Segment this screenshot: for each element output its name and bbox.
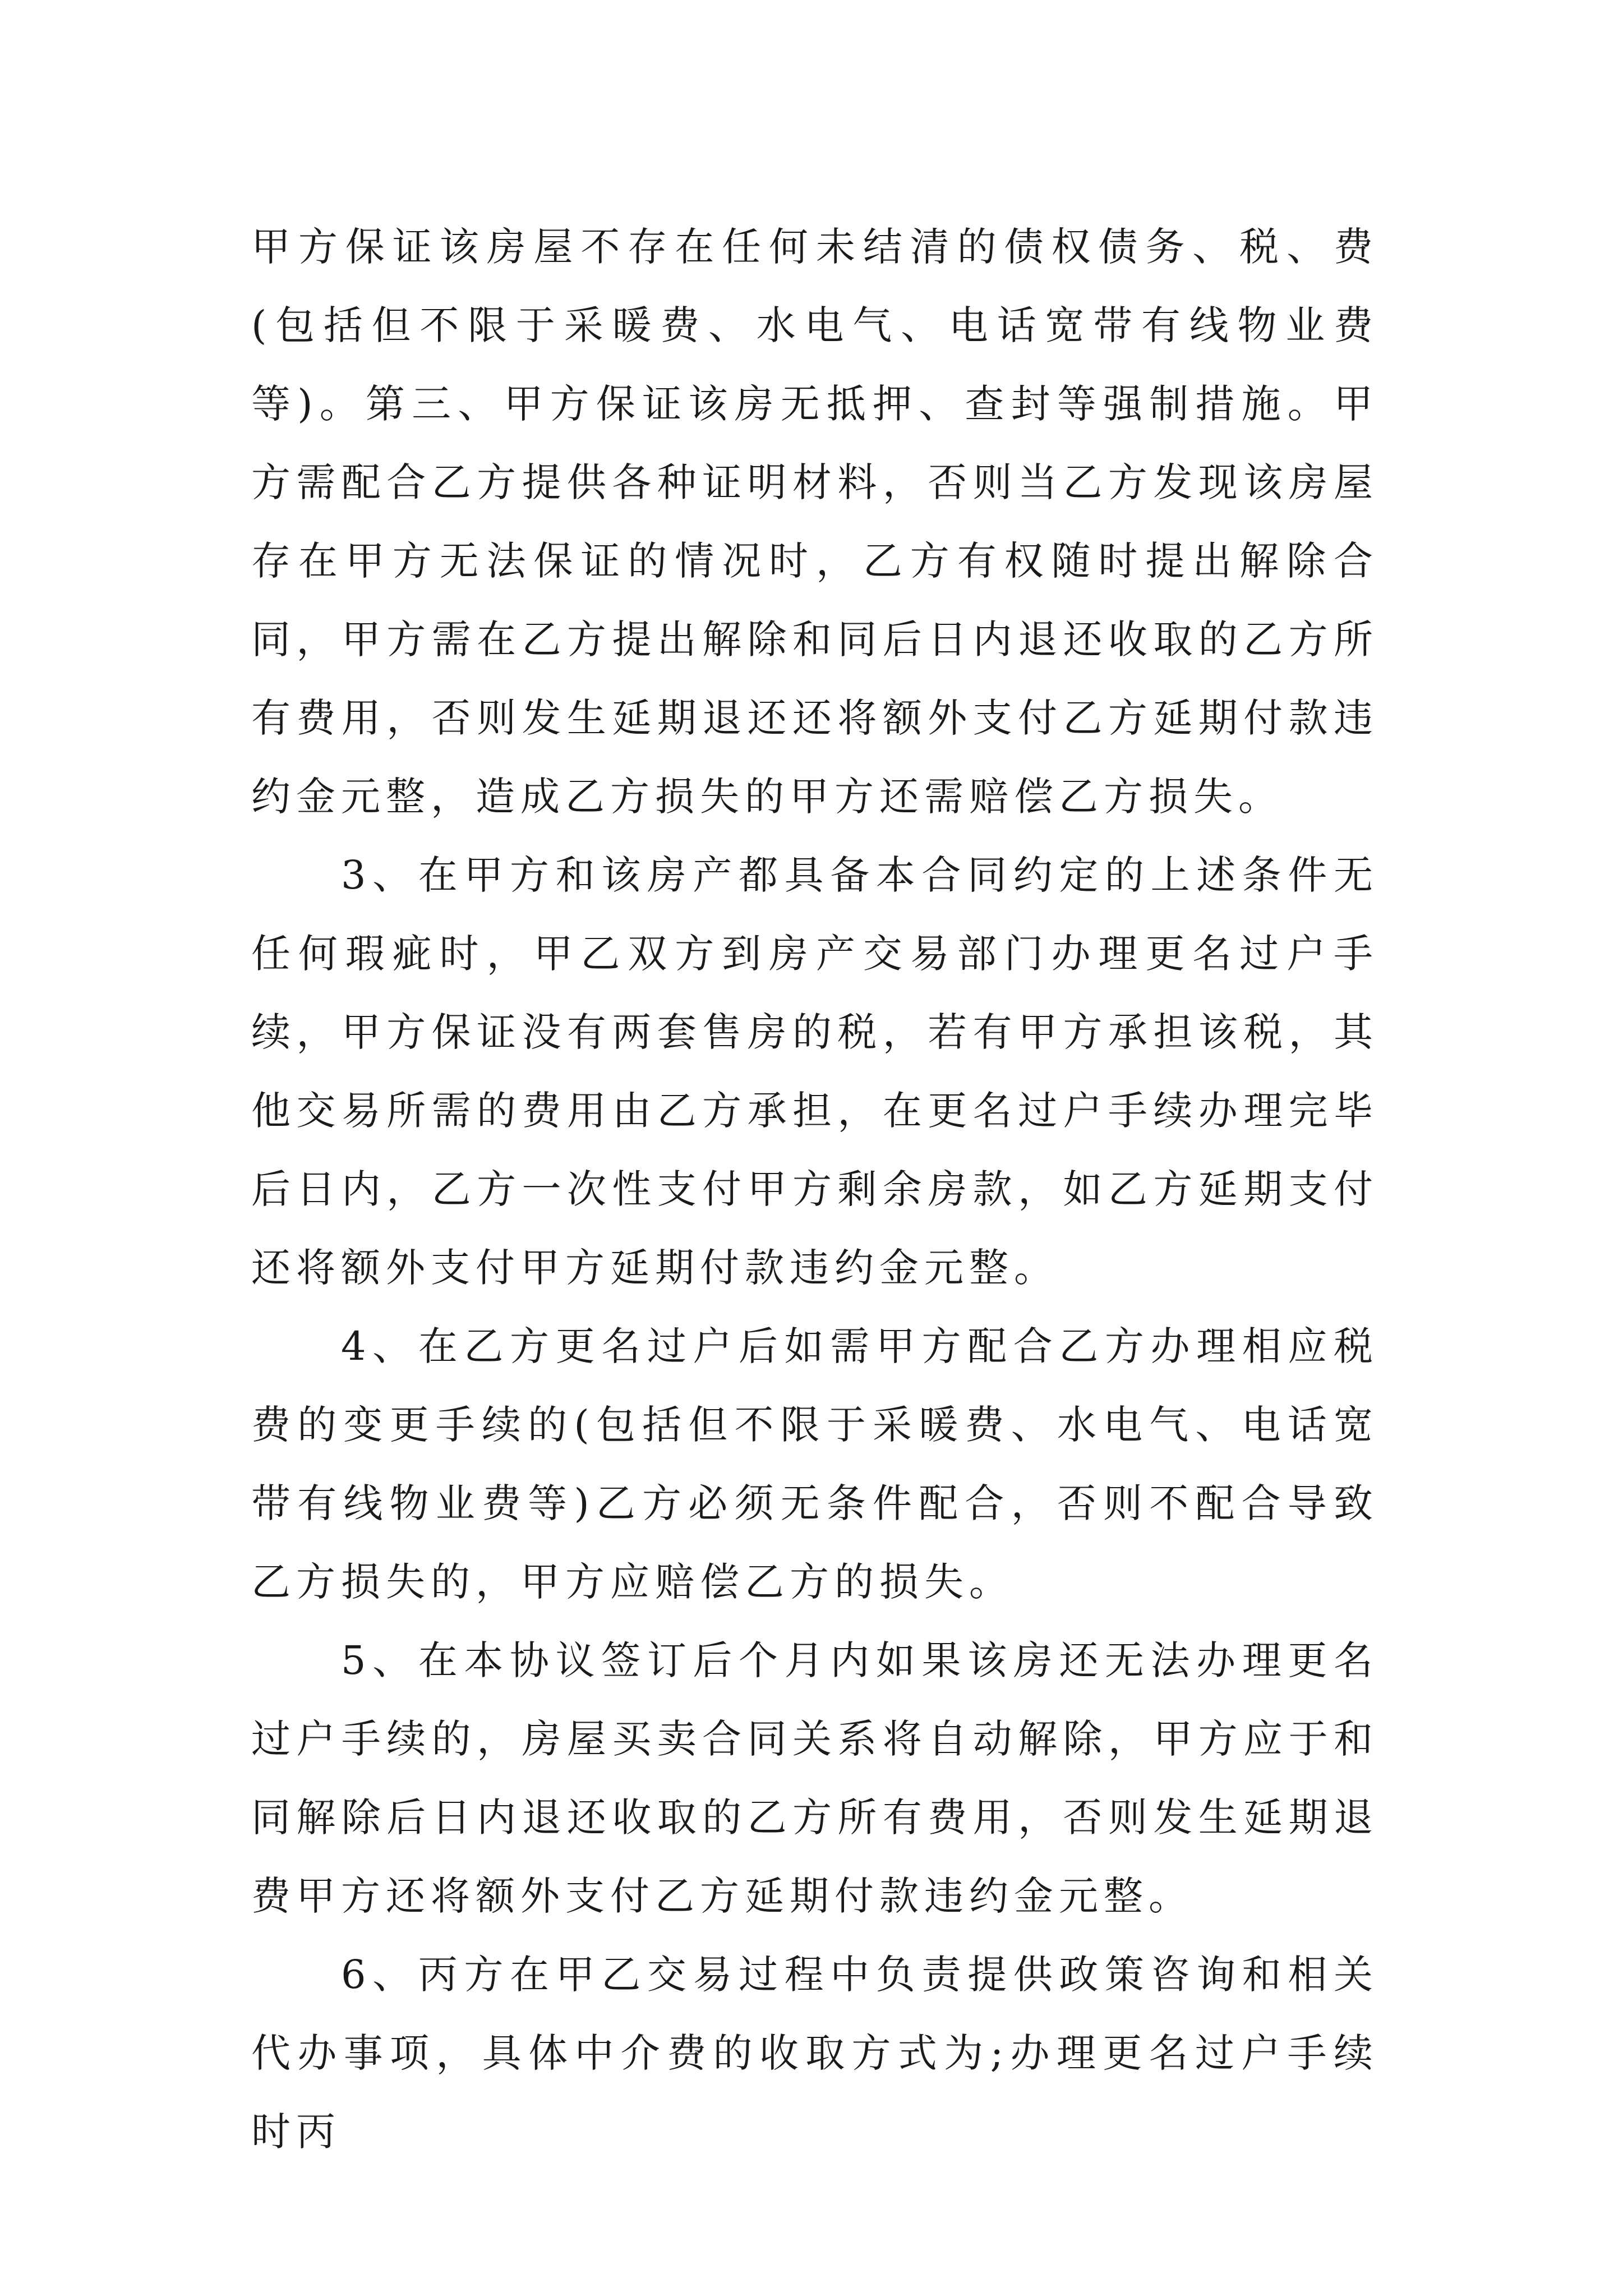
document-body — [251, 208, 1378, 2171]
paragraph-clause-4: 4、在乙方更名过户后如需甲方配合乙方办理相应税费的变更手续的(包括但不限于采暖费、水电气、电话宽带有线物业费等)乙方必须无条件配合，否则不配合导致乙方损失的，甲方应赔偿乙方的损失。 — [251, 1323, 1378, 1605]
paragraph-guarantee-clause: 甲方保证该房屋不存在任何未结清的债权债务、税、费(包括但不限于采暖费、水电气、电话宽带有线物业费等)。第三、甲方保证该房无抵押、查封等强制措施。甲方需配合乙方提供各种证明材料，否则当乙方发现该房屋存在甲方无法保证的情况时，乙方有权随时提出解除合同，甲方需在乙方提出解除和同后日内退还收取的乙方所有费用，否则发生延期退还还将额外支付乙方延期付款违约金元整，造成乙方损失的甲方还需赔偿乙方损失。 — [251, 224, 1378, 820]
paragraph-clause-5: 5、在本协议签订后个月内如果该房还无法办理更名过户手续的，房屋买卖合同关系将自动解除，甲方应于和同解除后日内退还收取的乙方所有费用，否则发生延期退费甲方还将额外支付乙方延期付款违约金元整。 — [251, 1637, 1378, 1919]
paragraph-clause-6: 6、丙方在甲乙交易过程中负责提供政策咨询和相关代办事项，具体中介费的收取方式为;办理更名过户手续时丙 — [251, 1952, 1378, 2155]
paragraph-clause-3: 3、在甲方和该房产都具备本合同约定的上述条件无任何瑕疵时，甲乙双方到房产交易部门办理更名过户手续，甲方保证没有两套售房的税，若有甲方承担该税，其他交易所需的费用由乙方承担，在更名过户手续办理完毕后日内，乙方一次性支付甲方剩余房款，如乙方延期支付还将额外支付甲方延期付款违约金元整。 — [251, 852, 1378, 1291]
